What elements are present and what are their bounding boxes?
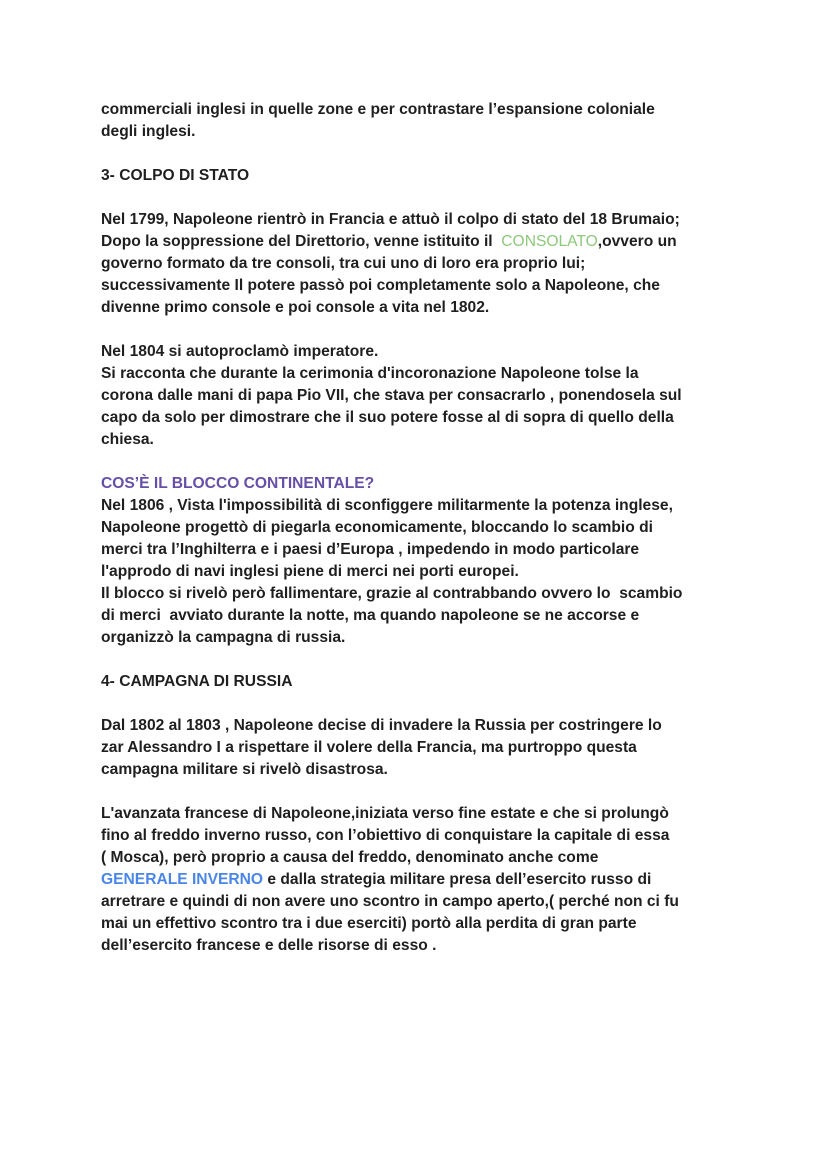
text-segment: Dopo la soppressione del Direttorio, venne istituito il (101, 233, 502, 250)
text-line: governo formato da tre consoli, tra cui uno di loro era proprio lui; (101, 255, 586, 272)
text-line: Nel 1804 si autoproclamò imperatore. (101, 343, 379, 360)
section-heading-blocco: COS’È IL BLOCCO CONTINENTALE? (101, 475, 375, 492)
text-line: organizzò la campagna di russia. (101, 629, 346, 646)
section-heading: 4- CAMPAGNA DI RUSSIA (101, 673, 293, 690)
text-line: campagna militare si rivelò disastrosa. (101, 761, 388, 778)
text-line: l'approdo di navi inglesi piene di merci nei porti europei. (101, 563, 519, 580)
text-line: chiesa. (101, 431, 154, 448)
highlight-consolato: CONSOLATO (501, 233, 598, 250)
text-line: capo da solo per dimostrare che il suo potere fosse al di sopra di quello della (101, 409, 674, 426)
text-line: corona dalle mani di papa Pio VII, che stava per consacrarlo , ponendosela sul (101, 387, 682, 404)
text-line: di merci avviato durante la notte, ma quando napoleone se ne accorse e (101, 607, 640, 624)
text-line: dell’esercito francese e delle risorse di esso . (101, 937, 437, 954)
section-heading: 3- COLPO DI STATO (101, 167, 250, 184)
text-line: merci tra l’Inghilterra e i paesi d’Europa , impedendo in modo particolare (101, 541, 640, 558)
text-line: commerciali inglesi in quelle zone e per contrastare l’espansione coloniale (101, 101, 655, 118)
text-line: ( Mosca), però proprio a causa del freddo, denominato anche come (101, 849, 599, 866)
text-line (101, 231, 677, 253)
text-segment: ,ovvero un (597, 233, 677, 250)
text-line: Il blocco si rivelò però fallimentare, grazie al contrabbando ovvero lo scambio (101, 585, 683, 602)
text-line: fino al freddo inverno russo, con l’obiettivo di conquistare la capitale di essa (101, 827, 670, 844)
text-line (101, 869, 651, 891)
text-line: L'avanzata francese di Napoleone,iniziata verso fine estate e che si prolungò (101, 805, 669, 822)
text-line: Napoleone progettò di piegarla economicamente, bloccando lo scambio di (101, 519, 653, 536)
text-line: degli inglesi. (101, 123, 196, 140)
text-line: Dal 1802 al 1803 , Napoleone decise di invadere la Russia per costringere lo (101, 717, 662, 734)
highlight-generale-inverno: GENERALE INVERNO (101, 871, 264, 888)
text-line: zar Alessandro I a rispettare il volere della Francia, ma purtroppo questa (101, 739, 637, 756)
text-segment: e dalla strategia militare presa dell’esercito russo di (263, 871, 652, 888)
text-line: Nel 1799, Napoleone rientrò in Francia e attuò il colpo di stato del 18 Brumaio; (101, 211, 680, 228)
text-line: Si racconta che durante la cerimonia d'incoronazione Napoleone tolse la (101, 365, 639, 382)
text-line: arretrare e quindi di non avere uno scontro in campo aperto,( perché non ci fu (101, 893, 679, 910)
text-line: Nel 1806 , Vista l'impossibilità di sconfiggere militarmente la potenza inglese, (101, 497, 673, 514)
text-line: divenne primo console e poi console a vita nel 1802. (101, 299, 490, 316)
text-line: mai un effettivo scontro tra i due eserciti) portò alla perdita di gran parte (101, 915, 637, 932)
text-line: successivamente Il potere passò poi completamente solo a Napoleone, che (101, 277, 660, 294)
